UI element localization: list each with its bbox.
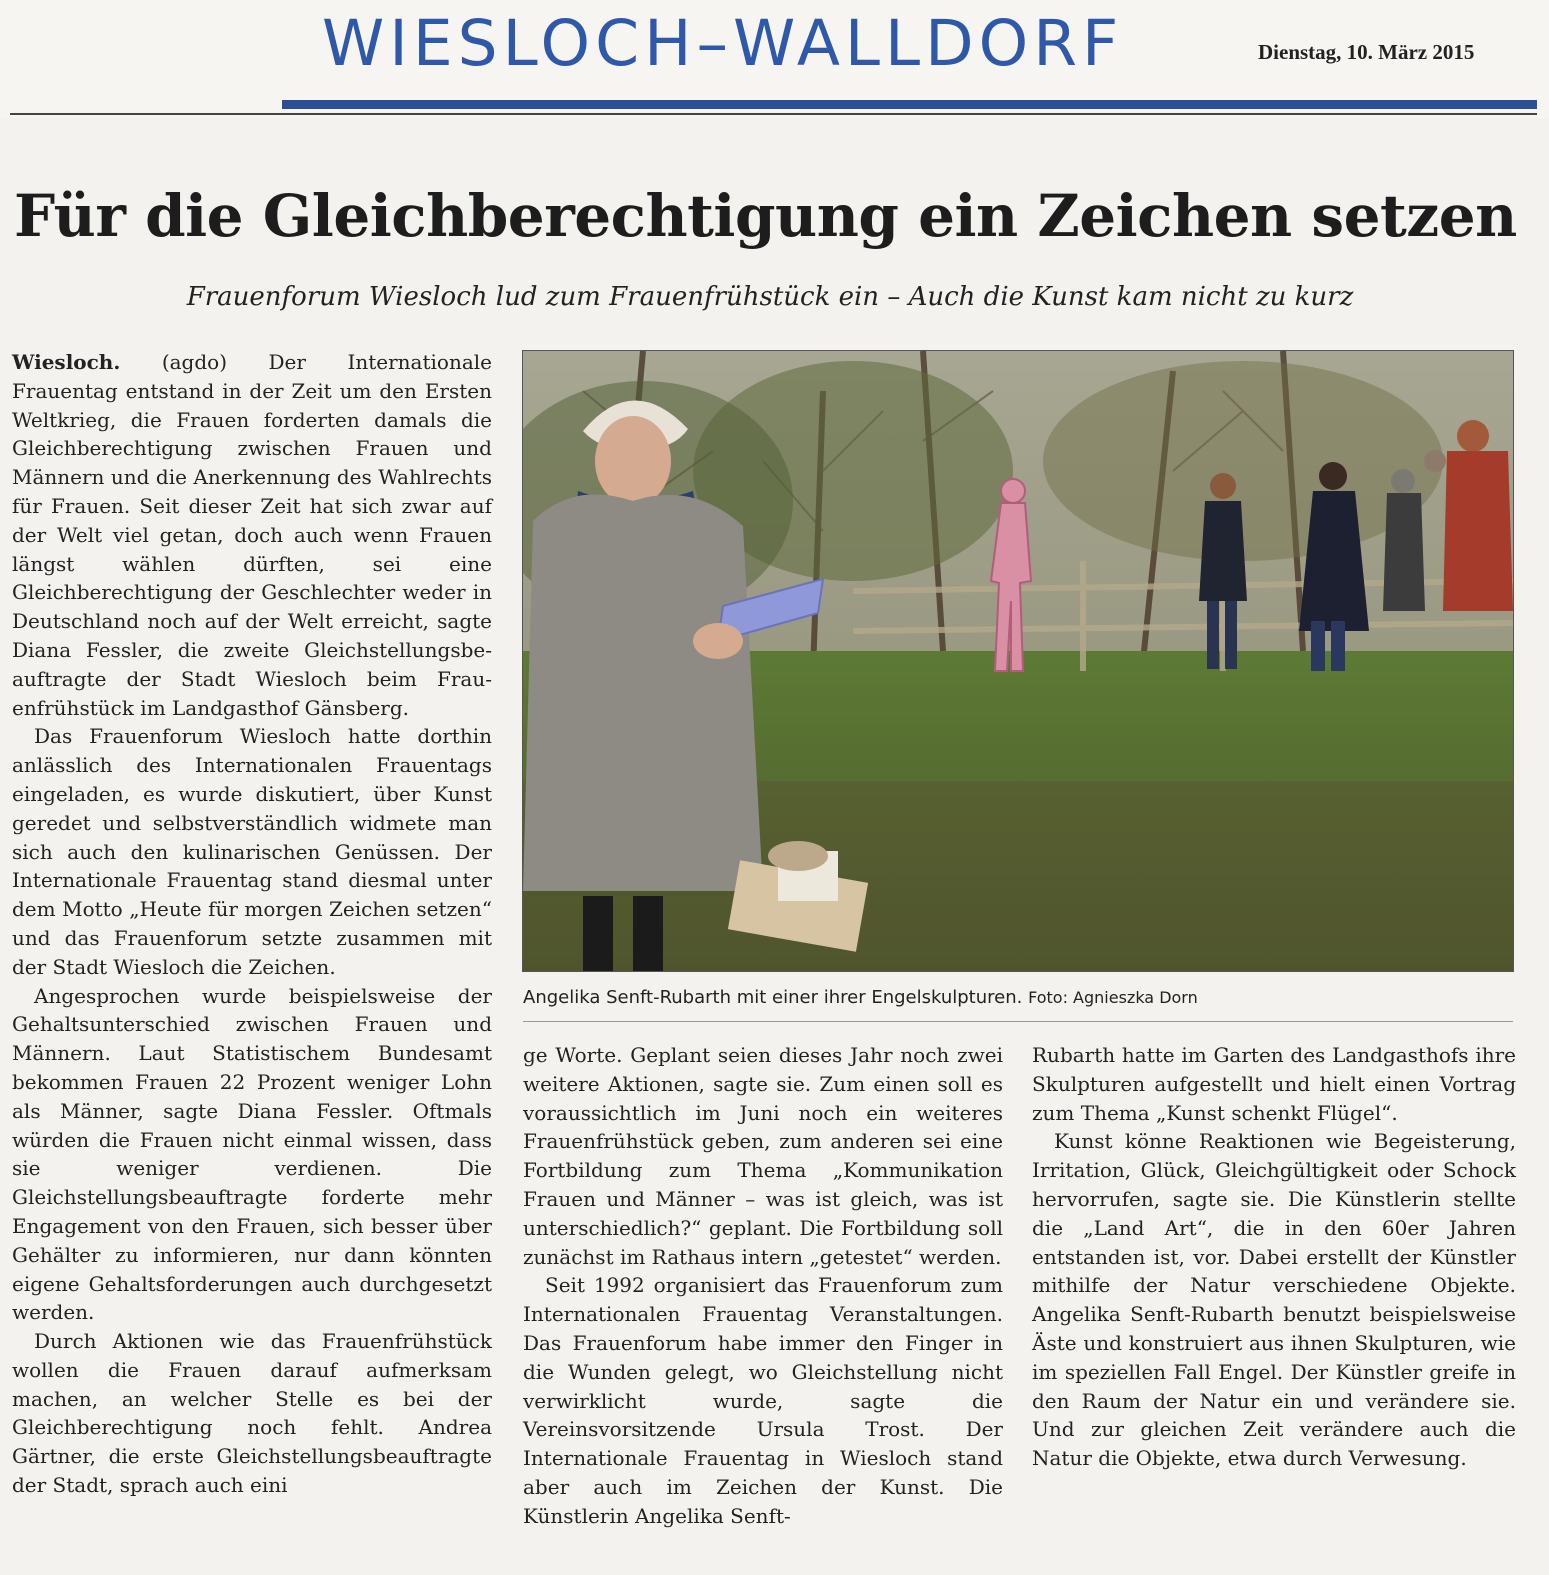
paragraph-4: Durch Aktionen wie das Frauenfrühstück wollen die Frauen darauf aufmerksam machen, an welcher Stelle es bei der Gleichberechtigung noch fehlt. Andrea Gärtner, die erste Gleichstellungsbeauftragte der Stadt, sprach auch eini — [12, 1329, 492, 1498]
paragraph-8: Kunst könne Reaktionen wie Begeisterung, Irritation, Glück, Gleichgültigkeit oder Schock hervorrufen, sagte sie. Die Künstlerin stellte die „Land Art“, die in den 60er Jahren entstanden ist, vor. Dabei erstellt der Künstler mithilfe der Natur verschiedene Objekte. Angelika Senft-Rubarth benutzt beispielsweise Äste und konstruiert aus ihnen Skulpturen, wie im speziellen Fall Engel. Der Künstler greife in den Raum der Natur ein und verändere sie. Und zur gleichen Zeit verändere auch die Natur die Objekte, etwa durch Verwesung. — [1032, 1129, 1516, 1471]
article-column-3 — [1032, 1041, 1516, 1473]
photo-caption-text: Angelika Senft-Rubarth mit einer ihrer Engelskulpturen. — [523, 987, 1023, 1008]
article-headline: Für die Gleichberechtigung ein Zeichen setzen — [14, 182, 1517, 250]
caption-divider — [523, 1021, 1513, 1022]
masthead-thin-rule — [10, 113, 1537, 115]
paragraph-1 — [12, 348, 492, 722]
dateline: Wiesloch. — [12, 350, 121, 374]
article-photo — [522, 350, 1514, 972]
photo-credit: Foto: Agnieszka Dorn — [1028, 988, 1198, 1007]
article-subheadline: Frauenforum Wiesloch lud zum Frauenfrühstück ein – Auch die Kunst kam nicht zu kurz — [186, 282, 1354, 312]
article-column-1 — [12, 348, 492, 1500]
masthead — [0, 0, 1549, 118]
photo-caption — [523, 984, 1513, 1012]
paragraph-1-text: (agdo) Der Internationale Frauentag entstand in der Zeit um den Ersten Weltkrieg, die Frauen forderten damals die Gleichberechtigung zwischen Frauen und Männern und die Anerkennung des Wahlrechts für Frauen. Seit dieser Zeit hat sich zwar auf der Welt viel getan, doch auch wenn Frauen längst wählen dürften, sei eine Gleichberechtigung der Geschlechter weder in Deutschland noch auf der Welt erreicht, sagte Diana Fessler, die zweite Gleichstellungsbeauftragte der Stadt Wiesloch beim Frauenfrühstück im Landgasthof Gänsberg. — [12, 350, 492, 720]
paragraph-7: Rubarth hatte im Garten des Landgasthofs ihre Skulpturen aufgestellt und hielt einen Vortrag zum Thema „Kunst schenkt Flügel“. — [1032, 1043, 1516, 1125]
newspaper-section-title: WIESLOCH–WALLDORF — [322, 7, 1124, 80]
masthead-blue-rule — [282, 100, 1537, 109]
paragraph-6: Seit 1992 organisiert das Frauenforum zum Internationalen Frauentag Veranstaltungen. Das Frauenforum habe immer den Finger in die Wunden gelegt, wo Gleichstellung nicht verwirklicht wurde, sagte die Vereinsvorsitzende Ursula Trost. Der Internationale Frauentag in Wiesloch stand aber auch im Zeichen der Kunst. Die Künstlerin Angelika Senft- — [523, 1273, 1003, 1528]
issue-date: Dienstag, 10. März 2015 — [1258, 40, 1475, 64]
paragraph-2: Das Frauenforum Wiesloch hatte dorthin anlässlich des Internationalen Frauentags eingeladen, es wurde diskutiert, über Kunst geredet und selbstverständlich widmete man sich auch den kulinarischen Genüssen. Der Internationale Frauentag stand diesmal unter dem Motto „Heute für morgen Zeichen setzen“ und das Frauenforum setzte zusammen mit der Stadt Wiesloch die Zeichen. — [12, 724, 492, 979]
paragraph-3: Angesprochen wurde beispielsweise der Gehaltsunterschied zwischen Frauen und Männern. Laut Statistischem Bundesamt bekommen Frauen 22 Prozent weniger Lohn als Männer, sagte Diana Fessler. Oftmals würden die Frauen nicht einmal wissen, dass sie weniger verdienen. Die Gleichstellungsbeauftragte forderte mehr Engagement von den Frauen, sich besser über Gehälter zu informieren, nur dann könnten eigene Gehaltsforderungen auch durchgesetzt werden. — [12, 983, 492, 1325]
article-column-2 — [523, 1041, 1003, 1531]
garden-scene-image — [523, 351, 1513, 971]
paragraph-5: ge Worte. Geplant seien dieses Jahr noch zwei weitere Aktionen, sagte sie. Zum einen soll es voraussichtlich im Juni noch ein weiteres Frauenfrühstück geben, zum anderen sei eine Fortbildung zum Thema „Kommunikation Frauen und Männer – was ist gleich, was ist unterschiedlich?“ geplant. Die Fortbildung soll zunächst im Rathaus intern „getestet“ werden. — [523, 1043, 1003, 1269]
